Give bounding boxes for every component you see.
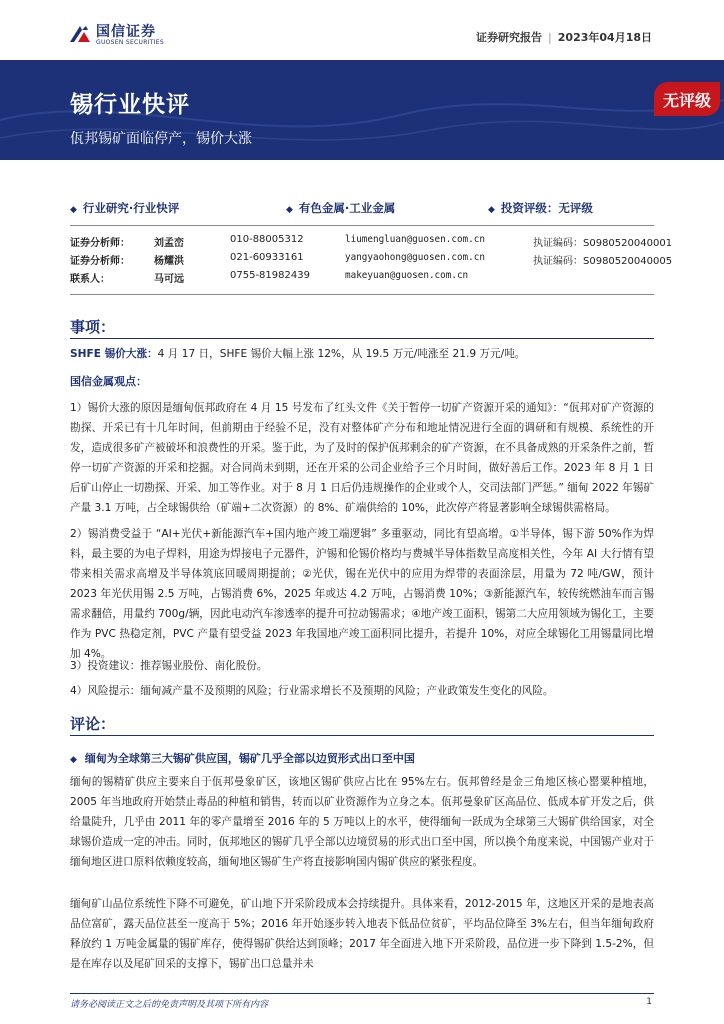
brand-logo-icon <box>68 22 92 46</box>
analyst-email[interactable]: liumengluan@guosen.com.cn <box>345 234 485 245</box>
analyst-email[interactable]: makeyuan@guosen.com.cn <box>345 270 469 281</box>
comment-subheading: ◆ 缅甸为全球第三大锡矿供应国，锡矿几乎全部以边贸形式出口至中国 <box>70 752 415 765</box>
section-underline <box>70 735 654 736</box>
analyst-table <box>70 234 673 288</box>
divider <box>70 225 654 226</box>
brand-logo[interactable] <box>68 20 196 52</box>
report-subtitle: 佤邦锡矿面临停产，锡价大涨 <box>70 131 252 147</box>
footer-divider <box>70 993 654 994</box>
divider <box>70 294 654 295</box>
report-type: 证券研究报告 <box>476 31 543 44</box>
category-industry[interactable]: ◆ 行业研究·行业快评 <box>70 201 180 215</box>
section-underline <box>70 338 654 339</box>
diamond-icon: ◆ <box>70 755 77 765</box>
title-banner <box>0 60 724 160</box>
view-label: 国信金属观点： <box>70 375 147 388</box>
analyst-row: 证券分析师： 刘孟峦 010-88005312 liumengluan@guosen.com.cn 执证编码：S0980520040001 <box>70 234 673 249</box>
disclaimer-note: 请务必阅读正文之后的免责声明及其项下所有内容 <box>70 1000 269 1010</box>
category-sector[interactable]: ◆ 有色金属·工业金属 <box>286 201 396 215</box>
analyst-row: 证券分析师： 杨耀洪 021-60933161 yangyaohong@guosen.com.cn 执证编码：S0980520040005 <box>70 252 673 267</box>
report-date: 2023年04月18日 <box>557 31 652 44</box>
diamond-icon: ◆ <box>70 205 77 215</box>
rating-badge: 无评级 <box>654 82 720 116</box>
view-paragraph-2: 2）锡消费受益于 “AI+光伏+新能源汽车+国内地产竣工端逻辑” 多重驱动，同比有望高增。①半导体，锡下游 50%作为焊料，最主要的为电子焊料，用途为焊接电子元器件，沪锡和伦锡价格均与费城半导体指数呈高度相关性，今年 AI 大行情有望带来相关需求高增及半导体筑底回暖周期提前；②光伏，锡在光伏中的应用为焊带的表面涂层，用量为 72 吨/GW，预计 2023 年光伏用锡 2.5 万吨，占锡消费 6%，2025 年或达 4.2 万吨，占锡消费 10%；③新能源汽车，较传统燃油车而言锡需求翻倍，用量约 700g/辆，因此电动汽车渗透率的提升可拉动锡需求；④地产竣工面积，锡第二大应用领域为锡化工，主要作为 PVC 热稳定剂，PVC 产量有望受益 2023 年我国地产竣工面积同比提升，若提升 10%，对应全球锡化工用锡量同比增加 4%。 <box>70 528 654 660</box>
analyst-email[interactable]: yangyaohong@guosen.com.cn <box>345 252 485 263</box>
section-heading-comment: 评论： <box>70 715 116 733</box>
category-strip <box>70 200 650 216</box>
analyst-row: 联系人： 马可远 0755-81982439 makeyuan@guosen.com.cn <box>70 270 469 285</box>
section-heading-event: 事项： <box>70 318 116 336</box>
comment-paragraph-2: 缅甸矿山品位系统性下降不可避免，矿山地下开采阶段成本会持续提升。具体来看，2012-2015 年，这地区开采的是地表高品位富矿，露天品位甚至一度高于 5%；2016 年开始逐步转入地表下低品位贫矿，平均品位降至 3%左右，但当年缅甸政府释放约 1 万吨金属量的锡矿库存，使得锡矿供给达到顶峰；2017 年全面进入地下开采阶段，品位进一步下降到 1.5-2%，但是在库存以及尾矿回采的支撑下，锡矿出口总量并未 <box>70 898 654 970</box>
diamond-icon: ◆ <box>286 205 293 215</box>
brand-name-en: GUOSEN SECURITIES <box>96 39 165 46</box>
view-paragraph-3: 3）投资建议：推荐锡业股份、南化股份。 <box>70 660 268 672</box>
comment-paragraph-1: 缅甸的锡精矿供应主要来自于佤邦曼象矿区，该地区锡矿供应占比在 95%左右。佤邦曾经是金三角地区核心罂粟种植地，2005 年当地政府开始禁止毒品的种植和销售，转而以矿业资源作为立身之本。佤邦曼象矿区高品位、低成本矿开发之后，供给量陡升，几乎由 2011 年的零产量增至 2016 年的 5 万吨以上的水平，使得缅甸一跃成为全球第三大锡矿供给国家，对全球锡价造成一定的冲击。同时，佤邦地区的锡矿几乎全部以边境贸易的形式出口至中国，所以换个角度来说，中国锡产业对于缅甸地区进口原料依赖度较高，缅甸地区锡矿生产将直接影响国内锡矿供应的紧张程度。 <box>70 776 654 868</box>
report-header <box>0 0 724 60</box>
view-paragraph-4: 4）风险提示：缅甸减产量不及预期的风险；行业需求增长不及预期的风险；产业政策发生变化的风险。 <box>70 685 554 697</box>
view-paragraph-1: 1）锡价大涨的原因是缅甸佤邦政府在 4 月 15 号发布了红头文件《关于暂停一切矿产资源开采的通知》：“佤邦对矿产资源的勘探、开采已有十几年时间，但前期由于经验不足，没有对整体矿产分布和地址情况进行全面的调研和有规模、系统性的开发，造成很多矿产被破坏和浪费性的开采。鉴于此，为了及时的保护佤邦剩余的矿产资源，在不具备成熟的开采条件之前，暂停一切矿产资源的开采和挖掘。对合同尚未到期，还在开采的公司企业给予三个月时间，做好善后工作。2023 年 8 月 1 日后矿山停止一切勘探、开采、加工等作业。对于 8 月 1 日后仍违规操作的企业或个人，交司法部门严惩。” 缅甸 2022 年锡矿产量 3.1 万吨，占全球锡供给（矿端+二次资源）的 8%、矿端供给的 10%，此次停产将显著影响全球锡供需格局。 <box>70 402 654 514</box>
brand-name: 国信证券 <box>96 24 156 40</box>
report-meta: 证券研究报告 | 2023年04月18日 <box>476 31 652 44</box>
page-number: 1 <box>646 997 652 1007</box>
report-title: 锡行业快评 <box>70 92 190 118</box>
category-rating[interactable]: ◆ 投资评级：无评级 <box>488 201 593 215</box>
event-label: SHFE 锡价大涨： <box>70 348 158 360</box>
event-paragraph: SHFE 锡价大涨：4 月 17 日，SHFE 锡价大幅上涨 12%，从 19.5 万元/吨涨至 21.9 万元/吨。 <box>70 348 526 360</box>
diamond-icon: ◆ <box>488 205 495 215</box>
